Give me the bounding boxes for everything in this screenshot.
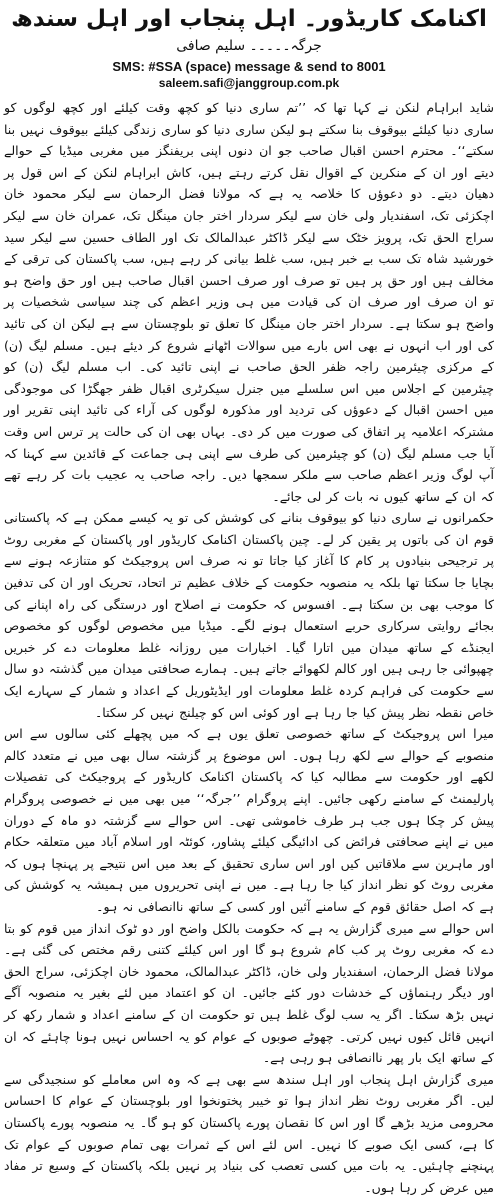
article-paragraph: حکمرانوں نے ساری دنیا کو بیوقوف بنانے کی کوشش کی تو یہ کیسے ممکن ہے کہ پاکستانی قوم ان کی باتوں پر یقین کر لے۔ چین پاکستان اکنامک کاریڈور اور پاکستان کے مغربی روٹ پر ترجیحی بنیادوں پر کام کا آغاز کیا جاتا تو نہ صرف اس پروجیکٹ کو متنازعہ ہونے سے بچایا جا سکتا تھا بلکہ یہ منصوبہ حکومت کے خلاف عظیم تر اتحاد، تحریک اور ان کی تدفین کا موجب بھی بن سکتا ہے۔ افسوس کہ حکومت نے اصلاح اور درستگی کی راہ اپنانے کی بجائے روایتی سرکاری حربے استعمال ہونے لگے۔ میڈیا میں مخصوص لوگوں کو مخصوص ایجنڈے کے ساتھ میدان میں اتارا گیا۔ اخبارات میں روزانہ غلط معلومات دے کر خبریں چھپوائی جا رہی ہیں اور کالم لکھوائے جاتے ہیں۔ ہمارے صحافتی میدان میں گذشتہ دو سال سے حکومت کی فراہم کردہ غلط معلومات اور ایڈیٹوریل کے اعداد و شمار کے سہارے ایک خاص نقطہ نظر پیش کیا جا رہا ہے اور کوئی اس کو چیلنج نہیں کر سکتا۔ <box>4 510 494 720</box>
article-paragraph: شاید ابراہام لنکن نے کہا تھا کہ ’’تم ساری دنیا کو کچھ وقت کیلئے اور کچھ لوگوں کو ساری دنیا کیلئے بیوقوف بنا سکتے ہو لیکن ساری دنیا کو ساری زندگی کیلئے بیوقوف نہیں بنا سکتے‘‘۔ محترم احسن اقبال صاحب جو ان دنوں اپنی بریفنگز میں مغربی میڈیا کے حوالے دیتے اور ان کے منکرین کے اقوال نقل کرتے رہتے ہیں، کاش ابراہام لنکن کے اس قول پر دھیان دیتے۔ دو دعوؤں کا خلاصہ یہ ہے کہ مولانا فضل الرحمان سے لیکر محمود خان اچکزئی تک، اسفندیار ولی خان سے لیکر سردار اختر جان مینگل تک، عمران خان سے لیکر سراج الحق تک، پرویز خٹک سے لیکر ڈاکٹر عبدالمالک تک اور الطاف حسین سے لیکر سید خورشید شاہ تک سب بے خبر ہیں، سب غلط بیانی کر رہے ہیں، سب پاکستان کی ترقی کے مخالف ہیں اور حق پر ہیں تو صرف اور صرف احسن اقبال صاحب ہیں اور حق واضح ہو تو ان صرف اور صرف ان کی قیادت میں ہی وزیر اعظم کی چند سیاسی شخصیات پر واضح ہو سکتا ہے۔ سردار اختر جان مینگل کا تعلق تو بلوچستان سے ہے لیکن ان کی تائید کی اور اب انہوں نے بھی اس بارے میں سوالات اٹھانے شروع کر دیئے ہیں۔ مسلم لیگ (ن) کے مرکزی چیئرمین راجہ ظفر الحق صاحب نے اپنی تائید کی۔ اب مسلم لیگ (ن) کو چیئرمین کے اجلاس میں اس سلسلے میں جنرل سیکرٹری اقبال ظفر جھگڑا کی موجودگی میں احسن اقبال کے دعوؤں کی تردید اور مذکورہ لوگوں کی آراء کی تائید اپنی تقریر اور مشترکہ اعلامیہ پر اتفاق کی صورت میں کر دی۔ بہاں بھی ان کی حالت پر ترس اس وقت آیا جب مسلم لیگ (ن) کو چیئرمین کی طرف سے اپنی ہی جماعت کے قائدین سے کہنا کہ آپ لوگ وزیر اعظم صاحب سے ملکر سمجھا دیں۔ راجہ صاحب یہ عجیب بات کر رہے تھے کہ ان کے ساتھ کیوں نہ بات کر لی جائے۔ <box>4 100 494 504</box>
article-paragraph: اس حوالے سے میری گزارش یہ ہے کہ حکومت بالکل واضح اور دو ٹوک انداز میں قوم کو بتا دے کہ مغربی روٹ پر کب کام شروع ہو گا اور اس کیلئے کتنی رقم مختص کی گئی ہے۔ مولانا فضل الرحمان، اسفندیار ولی خان، ڈاکٹر عبدالمالک، محمود خان اچکزئی، سراج الحق اور دیگر رہنماؤں کے خدشات دور کئے جائیں۔ ان کو اعتماد میں لئے بغیر یہ منصوبہ آگے نہیں بڑھ سکتا۔ اگر یہ سب لوگ غلط ہیں تو حکومت ان کے سامنے اعداد و شمار رکھ کر انہیں قائل کیوں نہیں کرتی۔ چھوٹے صوبوں کے عوام کو یہ احساس نہیں ہونا چاہئے کہ ان کے ساتھ ایک بار پھر ناانصافی ہو رہی ہے۔ <box>4 920 494 1066</box>
author-email: saleem.safi@janggroup.com.pk <box>158 76 340 90</box>
article-paragraph: میرا اس پروجیکٹ کے ساتھ خصوصی تعلق یوں ہے کہ میں پچھلے کئی سالوں سے اس منصوبے کے حوالے سے لکھ رہا ہوں۔ اس موضوع پر گزشتہ سال بھی میں نے متعدد کالم لکھے اور حکومت سے مطالبہ کیا کہ پاکستان اکنامک کاریڈور کے پروجیکٹ کی تفصیلات پارلیمنٹ کے سامنے رکھی جائیں۔ اپنے پروگرام ’’جرگہ‘‘ میں بھی میں نے خصوصی پروگرام پیش کر چکا ہوں جب ہر طرف خاموشی تھی۔ اس حوالے سے گزشتہ دو ماہ کے دوران میں نے اپنے صحافتی فرائض کی ادائیگی کیلئے پشاور، کوئٹہ اور اسلام آباد میں متعلقہ حکام اور ماہرین سے ملاقاتیں کیں اور اس ساری تحقیق کے بعد میں اس نتیجے پر پہنچا ہوں کہ مغربی روٹ کو نظر انداز کیا جا رہا ہے۔ میں نے اپنی تحریروں میں ہمیشہ یہ کوشش کی ہے کہ اصل حقائق قوم کے سامنے آئیں اور کسی کے ساتھ ناانصافی نہ ہو۔ <box>4 726 494 914</box>
article-body <box>4 97 494 1195</box>
sms-line: SMS: #SSA (space) message & send to 8001 <box>112 59 386 74</box>
article-title: اکنامک کاریڈور۔ اہل پنجاب اور اہل سندھ <box>11 6 487 32</box>
article-page <box>0 4 498 1195</box>
article-byline: جرگہ۔۔۔۔۔ سلیم صافی <box>176 38 322 54</box>
article-paragraph: میری گزارش اہل پنجاب اور اہل سندھ سے بھی ہے کہ وہ اس معاملے کو سنجیدگی سے لیں۔ اگر مغربی روٹ نظر انداز ہوا تو خیبر پختونخوا اور بلوچستان کے عوام کا احساس محرومی مزید بڑھے گا اور اس کا نقصان پورے پاکستان کو ہو گا۔ یہ منصوبہ پورے پاکستان کا ہے، کسی ایک صوبے کا نہیں۔ اس لئے اس کے ثمرات بھی تمام صوبوں کے عوام تک پہنچنے چاہئیں۔ یہ بات میں کسی تعصب کی بنیاد پر نہیں بلکہ پاکستان کے وسیع تر مفاد میں عرض کر رہا ہوں۔ <box>4 1071 494 1195</box>
